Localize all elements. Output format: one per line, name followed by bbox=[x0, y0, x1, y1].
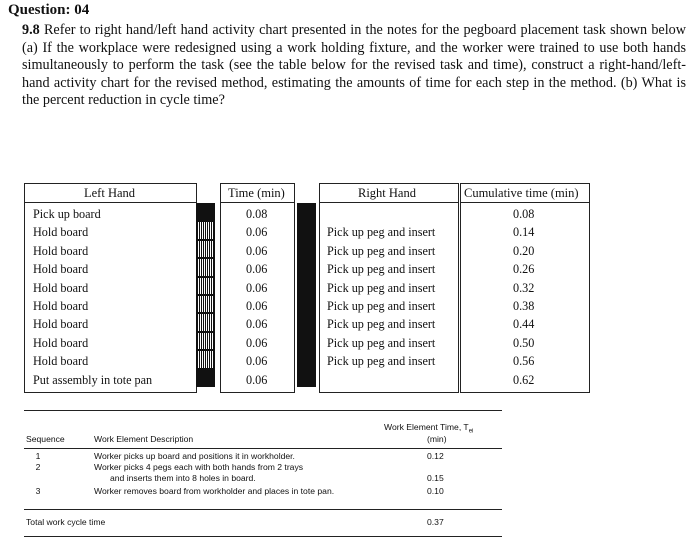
question-body: Refer to right hand/left hand activity chart presented in the notes for the pegboard placement task shown below (a) If the workplace were redesigned using a work holding fixture, and the worker were trained to use both hands simultaneously to perform the task (see the table below for the revised task and time), construct a right-hand/left-hand activity chart for the revised method, estimating the amounts of time for each step in the method. (b) What is the percent reduction in cycle time? bbox=[22, 22, 687, 109]
left-hand-cell: Hold board bbox=[33, 299, 89, 313]
seq-header-rule bbox=[24, 448, 502, 449]
right-hand-cell: Pick up peg and insert bbox=[327, 335, 436, 350]
right-hand-cell: Pick up peg and insert bbox=[327, 299, 436, 313]
right-hand-cell: Pick up peg and insert bbox=[327, 354, 436, 369]
right-hand-operation-symbol bbox=[297, 221, 316, 239]
seq-bottom-rule bbox=[24, 536, 502, 537]
right-hand-cell: Pick up peg and insert bbox=[327, 280, 436, 295]
cumulative-cell: 0.50 bbox=[513, 335, 535, 350]
seq-top-rule bbox=[24, 410, 502, 411]
seq-row-1-description: Worker picks up board and positions it in workholder. bbox=[94, 451, 295, 461]
seq-row-2-time: 0.15 bbox=[427, 473, 444, 483]
left-hand-cell: Hold board bbox=[33, 225, 89, 240]
time-cell: 0.06 bbox=[246, 280, 268, 295]
seq-header-description: Work Element Description bbox=[94, 434, 194, 444]
seq-row-2-description-cont: and inserts them into 8 holes in board. bbox=[110, 473, 256, 483]
right-hand-operation-symbol bbox=[297, 350, 316, 368]
cumulative-cell: 0.26 bbox=[513, 262, 535, 277]
sequence-table bbox=[24, 405, 502, 540]
seq-row-1-number: 1 bbox=[35, 451, 41, 461]
cumulative-cell: 0.20 bbox=[513, 243, 535, 258]
seq-total-value: 0.37 bbox=[427, 517, 444, 527]
time-cell: 0.06 bbox=[246, 262, 268, 277]
cumulative-cell: 0.14 bbox=[513, 225, 535, 240]
header-cumulative: Cumulative time (min) bbox=[464, 186, 579, 200]
seq-row-2-description: Worker picks 4 pegs each with both hands from 2 trays bbox=[94, 462, 304, 472]
question-heading: Question: 04 bbox=[8, 2, 90, 18]
right-hand-operation-symbol bbox=[297, 258, 316, 276]
seq-header-time bbox=[384, 422, 473, 435]
seq-header-time-sub: ei bbox=[468, 428, 474, 435]
activity-symbol-hatch bbox=[196, 313, 215, 331]
activity-chart bbox=[24, 183, 590, 393]
right-hand-operation-symbol bbox=[297, 240, 316, 258]
time-cell: 0.06 bbox=[246, 335, 268, 350]
right-hand-cell: Pick up peg and insert bbox=[327, 243, 436, 258]
activity-symbol-black bbox=[196, 203, 215, 221]
time-cell: 0.06 bbox=[246, 225, 268, 240]
seq-body-rule bbox=[24, 509, 502, 510]
left-hand-cell: Hold board bbox=[33, 262, 89, 277]
time-cell: 0.08 bbox=[246, 207, 268, 221]
header-time: Time (min) bbox=[228, 186, 285, 200]
cumulative-cell: 0.32 bbox=[513, 280, 535, 295]
left-hand-cell: Hold board bbox=[33, 243, 89, 258]
activity-symbol-hatch bbox=[196, 258, 215, 276]
left-hand-cell: Pick up board bbox=[33, 207, 101, 221]
time-cell: 0.06 bbox=[246, 299, 268, 313]
right-header-rule bbox=[319, 202, 458, 203]
activity-symbol-hatch bbox=[196, 350, 215, 368]
right-hand-idle-symbol bbox=[297, 369, 316, 387]
right-hand-cell: Pick up peg and insert bbox=[327, 262, 436, 277]
activity-symbol-hatch bbox=[196, 221, 215, 239]
cumulative-cell: 0.38 bbox=[513, 299, 535, 313]
cumulative-header-rule bbox=[460, 202, 589, 203]
time-cell: 0.06 bbox=[246, 317, 268, 332]
time-cell: 0.06 bbox=[246, 243, 268, 258]
seq-total-label: Total work cycle time bbox=[26, 517, 106, 527]
right-hand-cell: Pick up peg and insert bbox=[327, 225, 436, 240]
header-left-hand: Left Hand bbox=[84, 186, 136, 200]
right-hand-idle-symbol bbox=[297, 203, 316, 221]
left-hand-cell: Hold board bbox=[33, 354, 89, 369]
seq-row-3-description: Worker removes board from workholder and places in tote pan. bbox=[94, 486, 335, 496]
activity-symbol-hatch bbox=[196, 277, 215, 295]
activity-symbol-black bbox=[196, 369, 215, 387]
seq-row-3-number: 3 bbox=[35, 486, 41, 496]
right-hand-cell: Pick up peg and insert bbox=[327, 317, 436, 332]
time-cell: 0.06 bbox=[246, 372, 268, 387]
cumulative-cell: 0.56 bbox=[513, 354, 535, 369]
seq-row-3-time: 0.10 bbox=[427, 486, 444, 496]
left-header-rule bbox=[24, 202, 196, 203]
activity-symbol-hatch bbox=[196, 240, 215, 258]
time-cell: 0.06 bbox=[246, 354, 268, 369]
cumulative-cell: 0.62 bbox=[513, 372, 535, 387]
question-number: 9.8 bbox=[22, 22, 40, 38]
seq-row-2-number: 2 bbox=[35, 462, 41, 472]
left-hand-cell: Hold board bbox=[33, 335, 89, 350]
header-right-hand: Right Hand bbox=[358, 186, 416, 200]
time-header-rule bbox=[220, 202, 294, 203]
right-hand-operation-symbol bbox=[297, 295, 316, 313]
right-hand-operation-symbol bbox=[297, 332, 316, 350]
question-text bbox=[22, 22, 686, 110]
right-hand-operation-symbol bbox=[297, 277, 316, 295]
left-hand-cell: Put assembly in tote pan bbox=[33, 372, 153, 387]
activity-symbol-hatch bbox=[196, 332, 215, 350]
seq-row-1-time: 0.12 bbox=[427, 451, 444, 461]
seq-header-time-unit: (min) bbox=[427, 434, 447, 444]
seq-header-sequence: Sequence bbox=[26, 434, 65, 444]
right-hand-operation-symbol bbox=[297, 313, 316, 331]
activity-symbol-hatch bbox=[196, 295, 215, 313]
left-hand-cell: Hold board bbox=[33, 317, 89, 332]
cumulative-cell: 0.08 bbox=[513, 207, 535, 221]
cumulative-cell: 0.44 bbox=[513, 317, 535, 332]
seq-header-time-text: Work Element Time, T bbox=[384, 422, 469, 432]
left-hand-cell: Hold board bbox=[33, 280, 89, 295]
